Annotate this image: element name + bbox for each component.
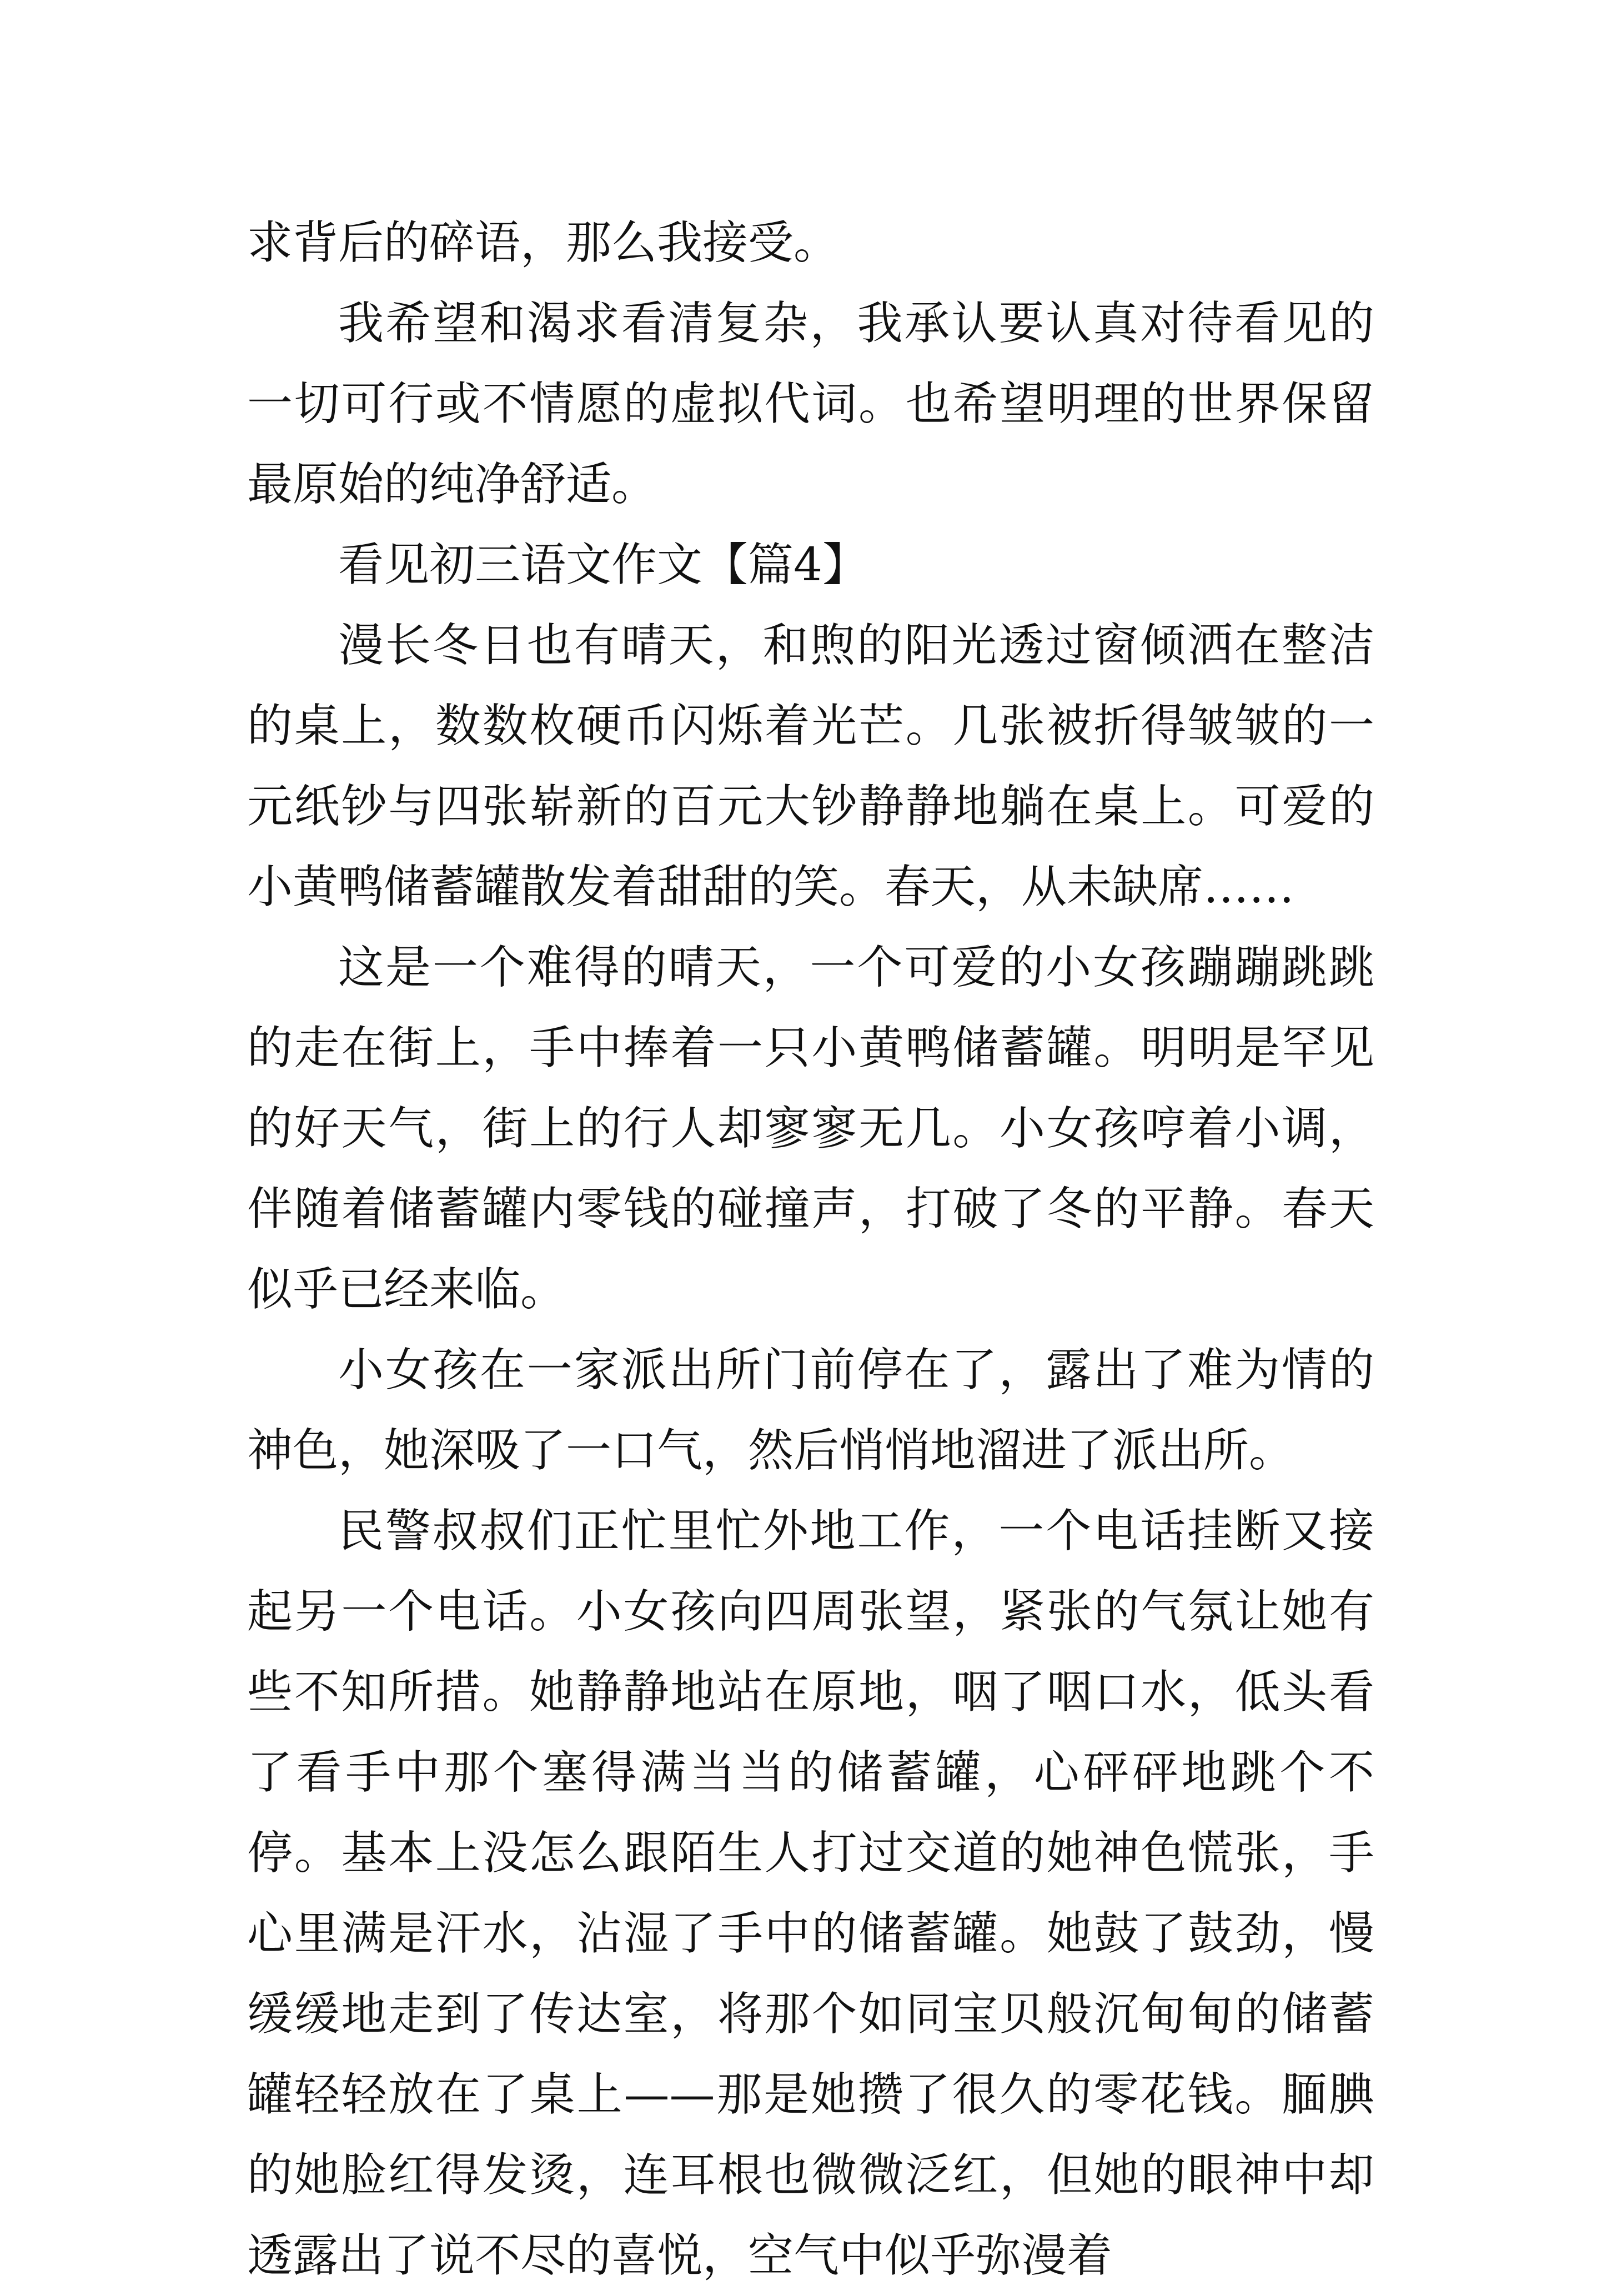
paragraph: 小女孩在一家派出所门前停在了，露出了难为情的神色，她深吸了一口气，然后悄悄地溜进了派出所。: [247, 1344, 1374, 1477]
paragraph: 漫长冬日也有晴天，和煦的阳光透过窗倾洒在整洁的桌上，数数枚硬币闪烁着光芒。几张被折得皱皱的一元纸钞与四张崭新的百元大钞静静地躺在桌上。可爱的小黄鸭储蓄罐散发着甜甜的笑。春天，从未缺席……: [247, 619, 1374, 913]
paragraph: 这是一个难得的晴天，一个可爱的小女孩蹦蹦跳跳的走在街上，手中捧着一只小黄鸭储蓄罐。明明是罕见的好天气，街上的行人却寥寥无几。小女孩哼着小调，伴随着储蓄罐内零钱的碰撞声，打破了冬的平静。春天似乎已经来临。: [247, 941, 1374, 1316]
section-heading: 看见初三语文作文【篇4】: [338, 539, 868, 591]
paragraph-continued: 求背后的碎语，那么我接受。: [247, 217, 840, 269]
paragraph: 民警叔叔们正忙里忙外地工作，一个电话挂断又接起另一个电话。小女孩向四周张望，紧张的气氛让她有些不知所措。她静静地站在原地，咽了咽口水，低头看了看手中那个塞得满当当的储蓄罐，心砰砰地跳个不停。基本上没怎么跟陌生人打过交道的她神色慌张，手心里满是汗水，沾湿了手中的储蓄罐。她鼓了鼓劲，慢缓缓地走到了传达室，将那个如同宝贝般沉甸甸的储蓄罐轻轻放在了桌上——那是她攒了很久的零花钱。腼腆的她脸红得发烫，连耳根也微微泛红，但她的眼神中却透露出了说不尽的喜悦，空气中似乎弥漫着: [247, 1505, 1374, 2282]
paragraph: 我希望和渴求看清复杂，我承认要认真对待看见的一切可行或不情愿的虚拟代词。也希望明理的世界保留最原始的纯净舒适。: [247, 297, 1374, 511]
article-body: [247, 203, 1374, 2296]
